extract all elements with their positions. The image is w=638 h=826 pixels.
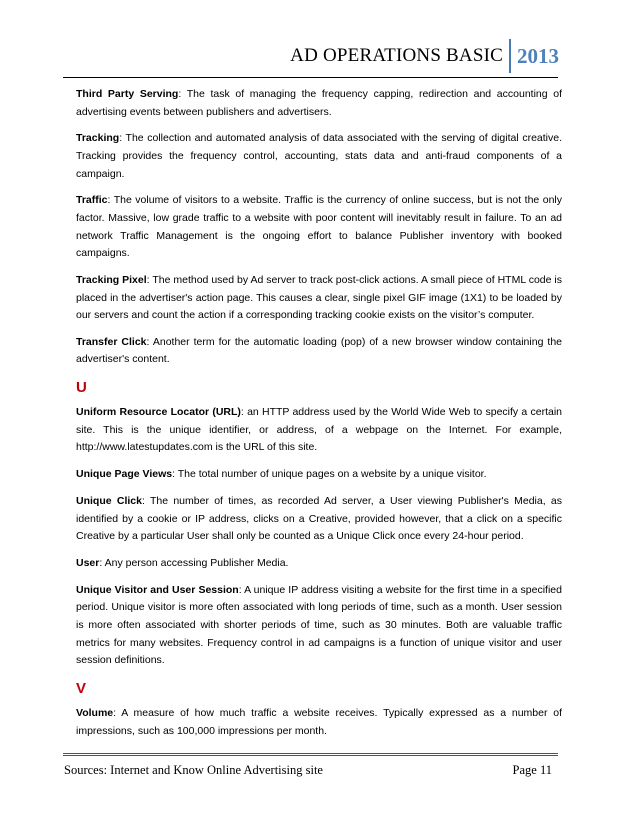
entry-definition: : The volume of visitors to a website. Traffic is the currency of online success, but is not the only factor. Massive, low grade traffic to a website with poor content will inevitably result in failure. To an ad network Traffic Management is the ongoing effort to balance Publisher inventory with booked campaigns. (76, 194, 562, 260)
entry-term: Transfer Click (76, 335, 147, 348)
entry-definition: : an HTTP address used by the World Wide Web to specify a certain site. This is the unique identifier, or address, of a webpage on the Internet. For example, http://www.latestupdates.com is the URL of this site. (76, 406, 562, 454)
entry-term: Traffic (76, 194, 108, 207)
header-year: 2013 (517, 43, 559, 68)
entry-definition: : The method used by Ad server to track post-click actions. A small piece of HTML code is placed in the advertiser's action page. This causes a clear, single pixel GIF image (1X1) to be loaded by our servers and count the action if a corresponding tracking cookie exists on the visitor’s computer. (76, 273, 563, 322)
glossary-entry (76, 493, 562, 546)
entry-term: Volume (76, 706, 114, 719)
entry-definition: : The collection and automated analysis of data associated with the serving of digital creative. Tracking provides the frequency control, accounting, stats data and anti-fraud components of a campaign. (76, 132, 562, 180)
entry-definition: : The task of managing the frequency capping, redirection and accounting of advertising events between publishers and advertisers. (76, 88, 562, 118)
entry-definition: : Any person accessing Publisher Media. (99, 556, 289, 569)
entry-definition: : The total number of unique pages on a website by a unique visitor. (172, 468, 487, 481)
entry-term: Tracking Pixel (76, 273, 147, 286)
entry-term: Third Party Serving (76, 88, 179, 100)
entry-term: Unique Visitor and User Session (76, 583, 239, 596)
glossary-entry (76, 466, 562, 484)
glossary-entry (76, 404, 562, 457)
entry-term: Uniform Resource Locator (URL) (76, 406, 241, 419)
header-title: AD OPERATIONS BASIC (290, 45, 503, 66)
footer-sources: Sources: Internet and Know Online Advertising site (64, 763, 323, 777)
glossary-entry (76, 334, 562, 369)
glossary-entry (76, 130, 562, 183)
footer-rule (63, 753, 558, 756)
header-separator (509, 39, 511, 73)
page-number: Page 11 (512, 763, 552, 777)
entry-term: Unique Page Views (76, 468, 173, 481)
glossary-entry (76, 582, 562, 670)
entry-term: Tracking (76, 132, 120, 145)
glossary-entry (76, 272, 562, 325)
page-footer (63, 763, 558, 778)
page-header (290, 36, 559, 76)
section-heading-u: U (76, 379, 87, 397)
section-heading-v: V (76, 679, 87, 697)
entry-definition: : A unique IP address visiting a website for the first time in a specified period. Unique visitor is more often associated with long periods of time, such as a month. User session is more often associated with shorter periods of time, such as 30 minutes. Both are valuable traffic metrics for many websites. Frequency control in ad campaigns is a function of unique visitor and user session definitions. (76, 583, 562, 667)
header-rule (63, 77, 558, 78)
glossary-entry (76, 192, 562, 262)
entry-definition: : The number of times, as recorded Ad server, a User viewing Publisher's Media, as identified by a cookie or IP address, clicks on a Creative, provided however, that a click on a specific Creative by a particular User shall only be counted as a Unique Click once every 24-hour period. (76, 495, 562, 543)
entry-definition: : A measure of how much traffic a website receives. Typically expressed as a number of impressions, such as 100,000 impressions per month. (76, 706, 562, 737)
glossary-entry (76, 86, 562, 121)
glossary-entry (76, 705, 562, 740)
glossary-entry (76, 555, 562, 573)
entry-definition: : Another term for the automatic loading (pop) of a new browser window containing the advertiser's content. (76, 335, 562, 366)
entry-term: User (76, 556, 100, 569)
glossary-content (76, 86, 562, 749)
entry-term: Unique Click (76, 495, 142, 507)
